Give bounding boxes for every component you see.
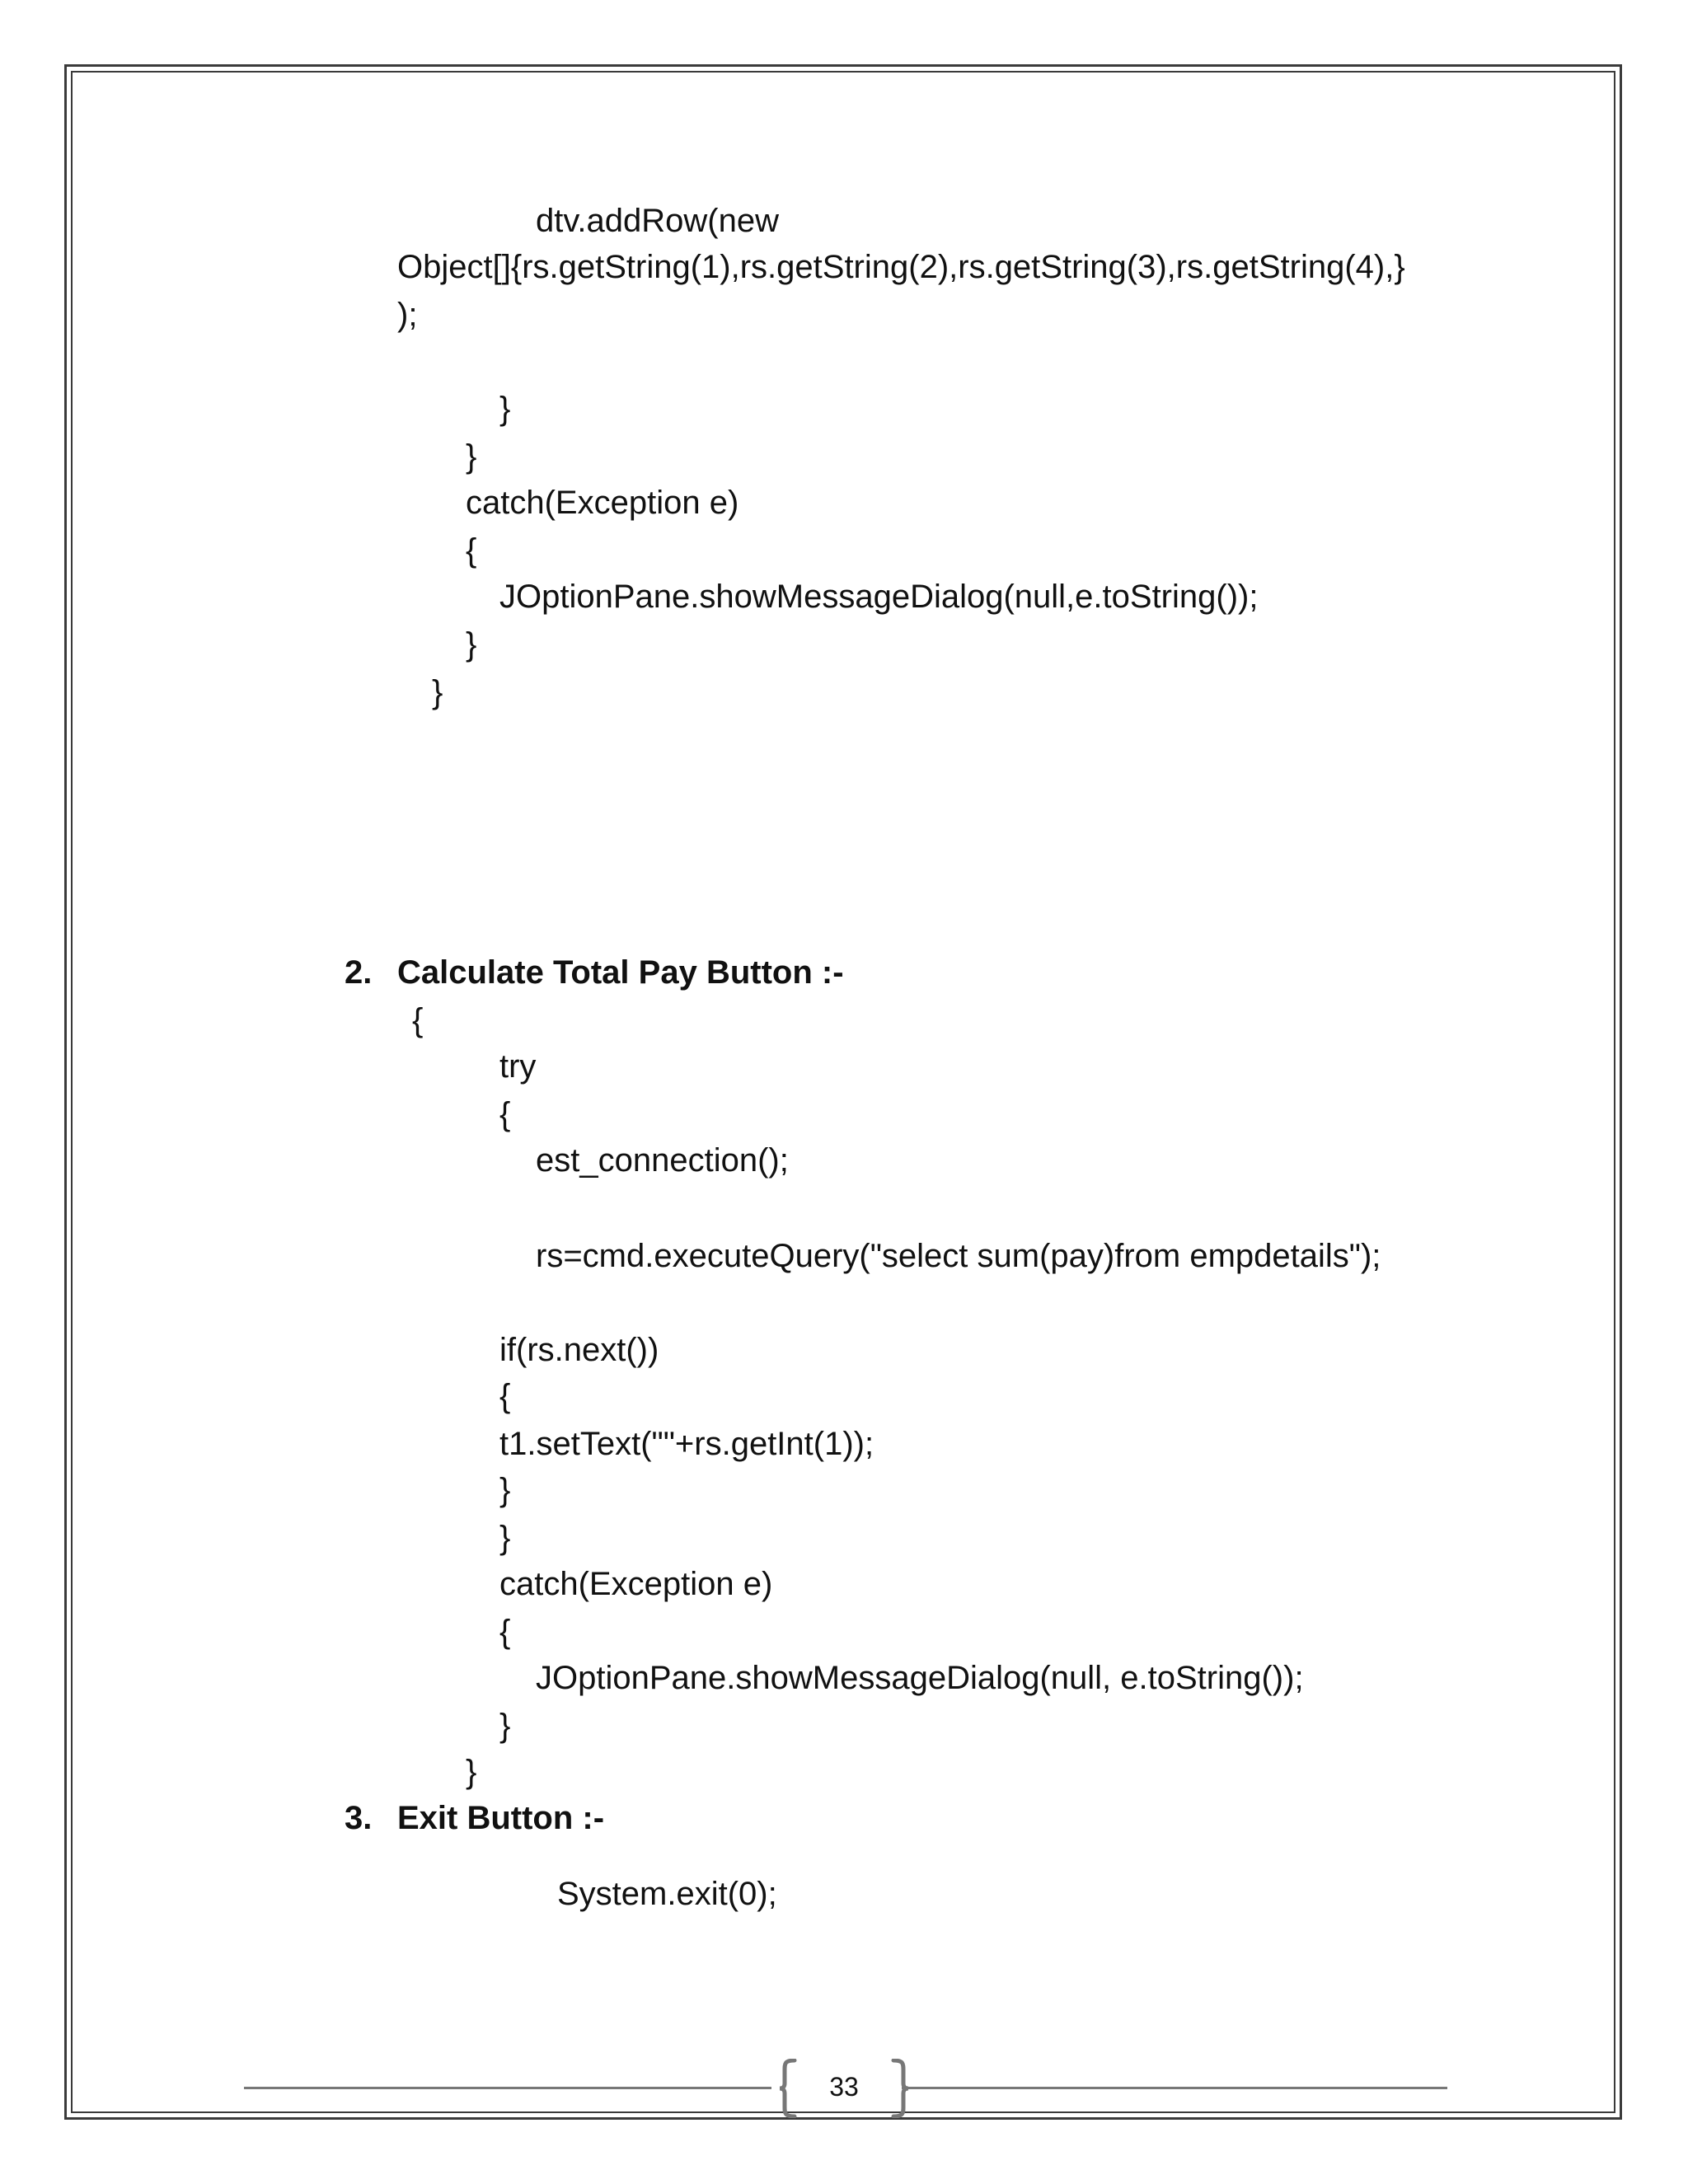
code-line: } <box>466 1754 477 1790</box>
code-line: ); <box>397 297 418 333</box>
code-line: est_connection(); <box>536 1142 789 1179</box>
page-number: 33 <box>829 2072 859 2102</box>
code-line: } <box>499 391 511 427</box>
code-line: try <box>499 1048 537 1085</box>
section-2-title: Calculate Total Pay Button :- <box>397 954 844 991</box>
code-line: { <box>412 1002 424 1038</box>
code-line: dtv.addRow(new <box>536 203 779 239</box>
code-line: Object[]{rs.getString(1),rs.getString(2),rs.getString(3),rs.getString(4),} <box>397 249 1405 285</box>
code-line: System.exit(0); <box>557 1876 777 1912</box>
code-line: catch(Exception e) <box>466 485 739 521</box>
footer-left-brace-icon <box>778 2059 798 2118</box>
code-line: { <box>499 1096 511 1132</box>
page-border-inner <box>71 71 1615 2113</box>
code-line: } <box>499 1520 511 1556</box>
code-line: rs=cmd.executeQuery("select sum(pay)from empdetails"); <box>536 1238 1381 1274</box>
code-line: } <box>466 438 477 475</box>
code-line: } <box>499 1472 511 1508</box>
code-line: } <box>499 1708 511 1744</box>
code-line: } <box>466 626 477 663</box>
footer-rule-left <box>244 2087 771 2089</box>
footer-right-brace-icon <box>890 2059 910 2118</box>
section-3-title: Exit Button :- <box>397 1800 605 1836</box>
section-3-number: 3. <box>345 1800 373 1836</box>
code-line: JOptionPane.showMessageDialog(null, e.toString()); <box>536 1660 1304 1696</box>
code-line: if(rs.next()) <box>499 1332 659 1368</box>
code-line: { <box>499 1614 511 1650</box>
code-line: JOptionPane.showMessageDialog(null,e.toString()); <box>499 579 1259 615</box>
code-line: catch(Exception e) <box>499 1566 773 1602</box>
code-line: t1.setText(""+rs.getInt(1)); <box>499 1426 874 1462</box>
section-2-number: 2. <box>345 954 373 991</box>
code-line: { <box>466 532 477 569</box>
code-line: } <box>432 674 443 710</box>
code-line: { <box>499 1378 511 1414</box>
footer-rule-right <box>902 2087 1447 2089</box>
